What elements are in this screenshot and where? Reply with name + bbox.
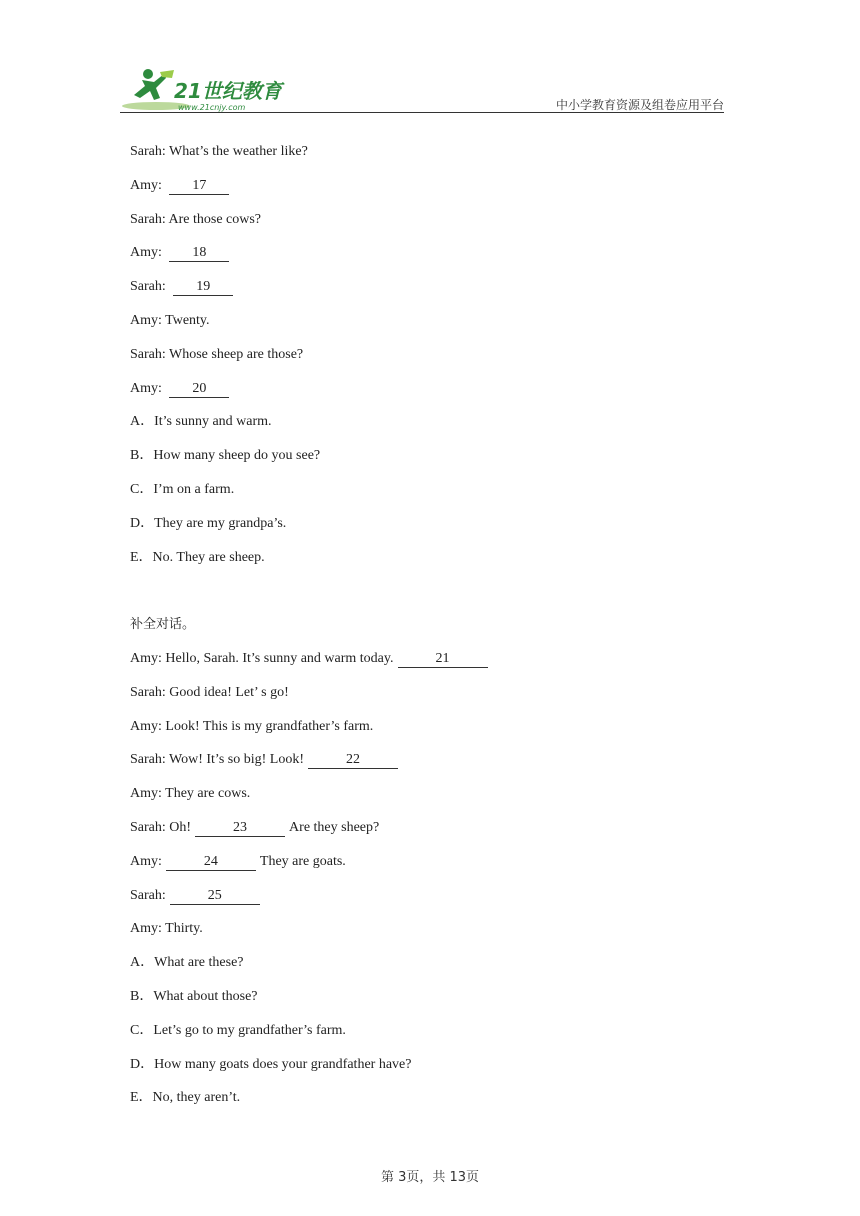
option-b: B．How many sheep do you see? bbox=[130, 448, 321, 464]
platform-name: 中小学教育资源及组卷应用平台 bbox=[555, 98, 724, 112]
header-divider bbox=[120, 112, 724, 113]
answer-blank-23[interactable]: 23 bbox=[195, 820, 285, 837]
dialogue-1 bbox=[130, 142, 730, 412]
option-e: E．No, they aren’t. bbox=[130, 1090, 241, 1106]
dialogue-line: Sarah: What’s the weather like? bbox=[130, 144, 308, 159]
answer-blank-18[interactable]: 18 bbox=[169, 245, 229, 262]
page-number: 第 3页，共 13页 bbox=[380, 1170, 480, 1185]
option-e: E．No. They are sheep. bbox=[130, 549, 265, 565]
dialogue-line: Amy: They are cows. bbox=[130, 786, 251, 802]
logo bbox=[120, 64, 290, 114]
page-header bbox=[120, 64, 724, 114]
dialogue-line: Sarah: Oh! 23 Are they sheep? bbox=[130, 819, 380, 835]
options-1 bbox=[130, 412, 730, 581]
dialogue-line: Amy: 17 bbox=[130, 176, 730, 210]
logo-main-text: 21世纪教育 bbox=[174, 79, 282, 103]
answer-blank-19[interactable]: 19 bbox=[173, 279, 233, 296]
dialogue-line: Sarah: Are those cows? bbox=[130, 211, 262, 227]
option-c: C．Let’s go to my grandfather’s farm. bbox=[130, 1022, 346, 1038]
dialogue-line: Amy: 20 bbox=[130, 379, 730, 413]
dialogue-line: Amy: Look! This is my grandfather’s farm. bbox=[130, 718, 374, 734]
dialogue-line: Sarah: Good idea! Let’ s go! bbox=[130, 684, 289, 700]
section-gap bbox=[130, 581, 730, 615]
dialogue-line: Sarah: Whose sheep are those? bbox=[130, 346, 304, 362]
option-a: A．What are these? bbox=[130, 955, 244, 971]
answer-blank-20[interactable]: 20 bbox=[169, 381, 229, 398]
option-d: D．They are my grandpa’s. bbox=[130, 515, 287, 531]
dialogue-line: Amy: 24 They are goats. bbox=[130, 853, 346, 869]
answer-blank-24[interactable]: 24 bbox=[166, 854, 256, 871]
dialogue-line: Sarah: Wow! It’s so big! Look! 22 bbox=[130, 750, 730, 784]
option-b: B．What about those? bbox=[130, 988, 258, 1004]
dialogue-line: Amy: Twenty. bbox=[130, 312, 210, 328]
answer-blank-17[interactable]: 17 bbox=[169, 178, 229, 195]
dialogue-line: Amy: Hello, Sarah. It’s sunny and warm today. 21 bbox=[130, 649, 730, 683]
option-a: A．It’s sunny and warm. bbox=[130, 414, 272, 430]
answer-blank-25[interactable]: 25 bbox=[170, 888, 260, 905]
options-2 bbox=[130, 953, 730, 1122]
option-c: C．I’m on a farm. bbox=[130, 481, 235, 497]
dialogue-line: Sarah: 19 bbox=[130, 277, 730, 311]
dialogue-line: Amy: 18 bbox=[130, 243, 730, 277]
option-d: D．How many goats does your grandfather have? bbox=[130, 1056, 412, 1072]
page-content bbox=[130, 142, 730, 1122]
answer-blank-22[interactable]: 22 bbox=[308, 752, 398, 769]
logo-url-text: www.21cnjy.com bbox=[178, 103, 246, 112]
runner-icon bbox=[120, 64, 290, 114]
dialogue-line: Sarah: 25 bbox=[130, 886, 730, 920]
answer-blank-21[interactable]: 21 bbox=[398, 651, 488, 668]
section-instruction: 补全对话。 bbox=[130, 617, 196, 633]
dialogue-2 bbox=[130, 649, 730, 953]
dialogue-line: Amy: Thirty. bbox=[130, 921, 203, 937]
